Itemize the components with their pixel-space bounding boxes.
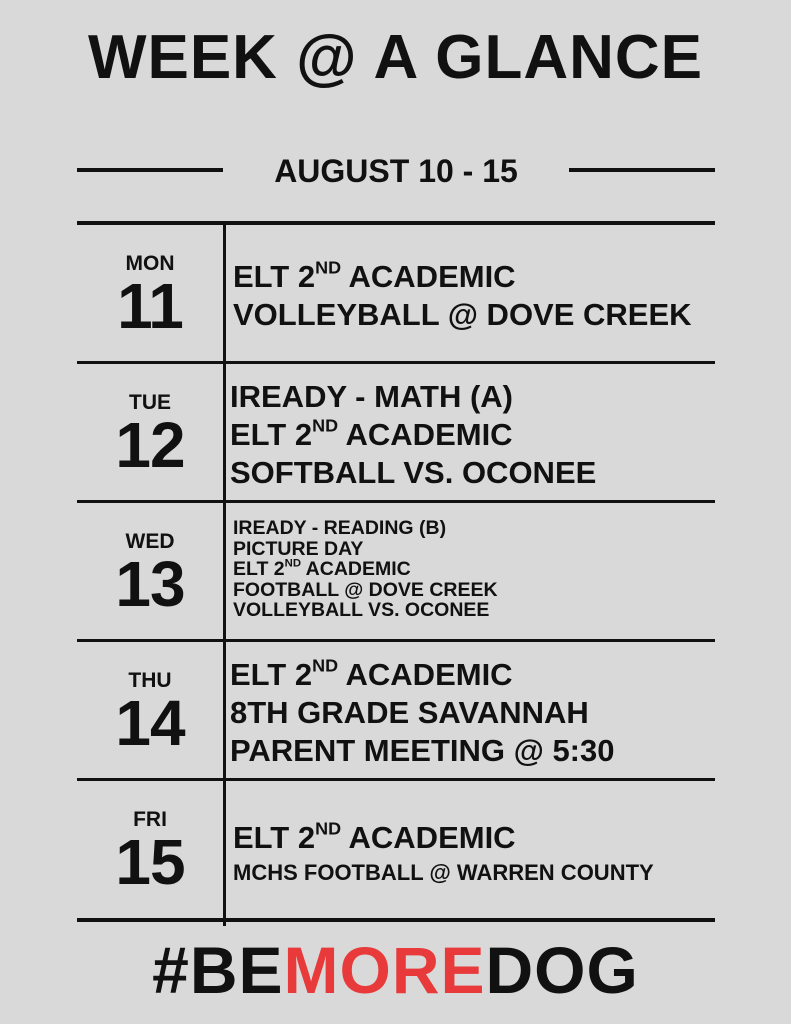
event-item: FOOTBALL @ DOVE CREEK <box>233 578 498 601</box>
schedule-table <box>77 221 715 926</box>
day-row-thu <box>77 642 715 781</box>
event-item: ELT 2ND ACADEMIC <box>230 415 513 452</box>
day-of-week: THU <box>128 669 172 692</box>
day-number: 15 <box>115 826 185 898</box>
day-number: 11 <box>117 270 183 342</box>
date-header <box>77 148 715 194</box>
event-list <box>233 819 715 889</box>
day-row-mon <box>77 225 715 364</box>
event-list <box>233 258 715 334</box>
day-of-week: FRI <box>133 808 167 831</box>
day-label <box>77 669 223 759</box>
event-item: ELT 2ND ACADEMIC <box>233 557 411 580</box>
hashtag-part: #BE <box>152 933 284 1007</box>
date-range: AUGUST 10 - 15 <box>274 153 518 189</box>
day-number: 14 <box>115 687 185 759</box>
event-list <box>230 378 715 492</box>
event-item: ELT 2ND ACADEMIC <box>230 655 513 692</box>
event-list <box>230 656 715 770</box>
event-item: VOLLEYBALL VS. OCONEE <box>233 599 490 621</box>
day-of-week: WED <box>125 530 175 553</box>
event-item: IREADY - READING (B) <box>233 517 447 539</box>
day-row-tue <box>77 364 715 503</box>
event-item: 8TH GRADE SAVANNAH <box>230 695 589 730</box>
page-title: WEEK @ A GLANCE <box>87 23 704 92</box>
day-row-wed <box>77 503 715 642</box>
day-number: 12 <box>115 409 185 481</box>
day-label <box>77 391 223 481</box>
divider <box>569 168 715 172</box>
day-row-fri <box>77 781 715 922</box>
day-label <box>77 252 223 342</box>
day-label <box>77 808 223 898</box>
hashtag-accent: MORE <box>283 933 486 1007</box>
hashtag-footer <box>0 930 791 1010</box>
event-item: IREADY - MATH (A) <box>230 379 513 414</box>
event-item: ELT 2ND ACADEMIC <box>233 818 516 855</box>
day-label <box>77 530 223 620</box>
hashtag-part: DOG <box>485 933 639 1007</box>
day-of-week: MON <box>125 252 175 275</box>
event-item: MCHS FOOTBALL @ WARREN COUNTY <box>233 860 654 885</box>
event-item: PICTURE DAY <box>233 537 364 560</box>
day-number: 13 <box>115 548 185 620</box>
event-item: SOFTBALL VS. OCONEE <box>230 455 597 490</box>
event-item: PARENT MEETING @ 5:30 <box>230 733 615 768</box>
event-item: VOLLEYBALL @ DOVE CREEK <box>233 297 692 332</box>
day-of-week: TUE <box>129 391 171 414</box>
event-item: ELT 2ND ACADEMIC <box>233 257 516 294</box>
event-list <box>233 518 715 621</box>
